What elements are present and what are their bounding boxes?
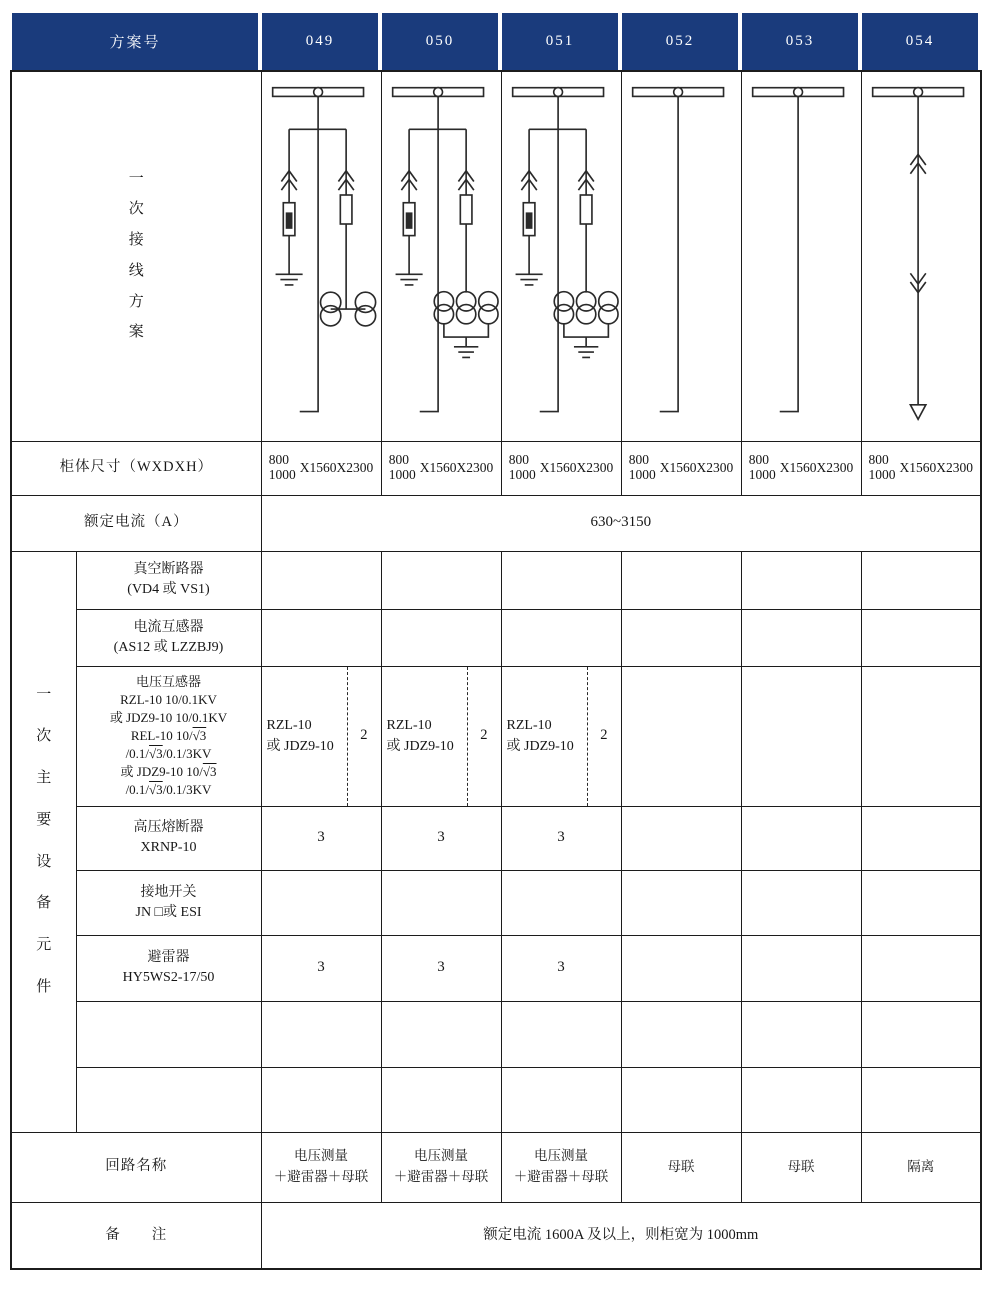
spec-table bbox=[10, 70, 982, 1270]
hv-fuse-value-051: 3 bbox=[501, 806, 621, 870]
earthing-switch-value-050 bbox=[381, 870, 501, 935]
earthing-switch-value-054 bbox=[861, 870, 981, 935]
circuit-name-054: 隔离 bbox=[861, 1132, 981, 1202]
plan-cell-3 bbox=[620, 13, 740, 70]
rated-current-label: 额定电流（A） bbox=[11, 495, 261, 551]
circuit-name-row bbox=[11, 1132, 981, 1202]
voltage-transformer-qty-049: 2 bbox=[360, 727, 368, 744]
surge-arrester-value-050: 3 bbox=[381, 935, 501, 1001]
current-transformer-label: 电流互感器 (AS12 或 LZZBJ9) bbox=[76, 609, 261, 666]
remark-row bbox=[11, 1202, 981, 1269]
diagram-051 bbox=[501, 71, 621, 441]
spare-1-value-051 bbox=[501, 1001, 621, 1067]
spare-2-value-053 bbox=[741, 1067, 861, 1132]
current-transformer-value-052 bbox=[621, 609, 741, 666]
plan-cell-1 bbox=[380, 13, 500, 70]
voltage-transformer-value-049: RZL-10 或 JDZ9-10 2 bbox=[261, 666, 381, 806]
cabinet-size-052: 800 1000 X1560X2300 bbox=[621, 441, 741, 495]
cabinet-size-row bbox=[11, 441, 981, 495]
spare-1-value-050 bbox=[381, 1001, 501, 1067]
spare-2-value-052 bbox=[621, 1067, 741, 1132]
voltage-transformer-value-051: RZL-10 或 JDZ9-10 2 bbox=[501, 666, 621, 806]
voltage-transformer-qty-051: 2 bbox=[600, 727, 608, 744]
spare-2-value-051 bbox=[501, 1067, 621, 1132]
earthing-switch-value-052 bbox=[621, 870, 741, 935]
spare-2-value-050 bbox=[381, 1067, 501, 1132]
one-line-diagram-pt3 bbox=[503, 75, 619, 431]
earthing-switch-value-053 bbox=[741, 870, 861, 935]
voltage-transformer-label: 电压互感器 RZL-10 10/0.1KV 或 JDZ9-10 10/0.1KV REL-10 10/√3 /0.1/√3/0.1/3KV 或 JDZ9-10 10/√3 /0.1/√3/0.1/3KV bbox=[76, 666, 261, 806]
earthing-switch-label: 接地开关 JN □或 ESI bbox=[76, 870, 261, 935]
hv-fuse-value-054 bbox=[861, 806, 981, 870]
plan-052: 052 bbox=[622, 13, 738, 70]
earthing-switch-row bbox=[11, 870, 981, 935]
spare-1-row bbox=[11, 1001, 981, 1067]
voltage-transformer-row bbox=[11, 666, 981, 806]
vacuum-circuit-breaker-value-054 bbox=[861, 551, 981, 609]
plan-053: 053 bbox=[742, 13, 858, 70]
surge-arrester-value-053 bbox=[741, 935, 861, 1001]
plan-050: 050 bbox=[382, 13, 498, 70]
wiring-scheme-label bbox=[11, 71, 261, 441]
diagram-053 bbox=[741, 71, 861, 441]
circuit-name-049: 电压测量 ＋避雷器＋母联 bbox=[261, 1132, 381, 1202]
spare-1-label bbox=[76, 1001, 261, 1067]
voltage-transformer-value-054 bbox=[861, 666, 981, 806]
plan-051: 051 bbox=[502, 13, 618, 70]
circuit-name-053: 母联 bbox=[741, 1132, 861, 1202]
cabinet-size-054: 800 1000 X1560X2300 bbox=[861, 441, 981, 495]
one-line-diagram-plain bbox=[623, 75, 739, 431]
one-line-diagram-pt3 bbox=[383, 75, 499, 431]
one-line-diagram-isolator bbox=[863, 75, 979, 431]
current-transformer-value-054 bbox=[861, 609, 981, 666]
spare-1-value-053 bbox=[741, 1001, 861, 1067]
diagram-049 bbox=[261, 71, 381, 441]
vacuum-circuit-breaker-value-052 bbox=[621, 551, 741, 609]
surge-arrester-value-052 bbox=[621, 935, 741, 1001]
wiring-scheme-label-text: 一 次 接 线 方 案 bbox=[128, 170, 144, 341]
remark-label: 备 注 bbox=[11, 1202, 261, 1269]
spare-1-value-054 bbox=[861, 1001, 981, 1067]
spare-2-value-054 bbox=[861, 1067, 981, 1132]
current-transformer-value-050 bbox=[381, 609, 501, 666]
current-transformer-value-049 bbox=[261, 609, 381, 666]
cabinet-size-053: 800 1000 X1560X2300 bbox=[741, 441, 861, 495]
current-transformer-row bbox=[11, 609, 981, 666]
voltage-transformer-qty-050: 2 bbox=[480, 727, 488, 744]
cabinet-size-050: 800 1000 X1560X2300 bbox=[381, 441, 501, 495]
vacuum-circuit-breaker-value-050 bbox=[381, 551, 501, 609]
spare-2-row bbox=[11, 1067, 981, 1132]
hv-fuse-value-053 bbox=[741, 806, 861, 870]
circuit-name-050: 电压测量 ＋避雷器＋母联 bbox=[381, 1132, 501, 1202]
plan-cell-5 bbox=[860, 13, 980, 70]
circuit-name-051: 电压测量 ＋避雷器＋母联 bbox=[501, 1132, 621, 1202]
spare-2-value-049 bbox=[261, 1067, 381, 1132]
hv-fuse-value-049: 3 bbox=[261, 806, 381, 870]
hv-fuse-value-050: 3 bbox=[381, 806, 501, 870]
spare-2-label bbox=[76, 1067, 261, 1132]
plan-cell-4 bbox=[740, 13, 860, 70]
surge-arrester-label: 避雷器 HY5WS2-17/50 bbox=[76, 935, 261, 1001]
vacuum-circuit-breaker-value-051 bbox=[501, 551, 621, 609]
hv-fuse-row bbox=[11, 806, 981, 870]
plan-cell-0 bbox=[260, 13, 380, 70]
surge-arrester-value-051: 3 bbox=[501, 935, 621, 1001]
equipment-group-label bbox=[11, 551, 76, 1132]
voltage-transformer-value-053 bbox=[741, 666, 861, 806]
diagram-054 bbox=[861, 71, 981, 441]
remark-value: 额定电流 1600A 及以上，则柜宽为 1000mm bbox=[261, 1202, 981, 1269]
rated-current-value: 630~3150 bbox=[261, 495, 981, 551]
surge-arrester-row bbox=[11, 935, 981, 1001]
plan-054: 054 bbox=[862, 13, 978, 70]
circuit-name-label: 回路名称 bbox=[11, 1132, 261, 1202]
one-line-diagram-pt2 bbox=[263, 75, 379, 431]
spare-1-value-052 bbox=[621, 1001, 741, 1067]
spare-1-value-049 bbox=[261, 1001, 381, 1067]
surge-arrester-value-054 bbox=[861, 935, 981, 1001]
current-transformer-value-051 bbox=[501, 609, 621, 666]
vacuum-circuit-breaker-label: 真空断路器 (VD4 或 VS1) bbox=[76, 551, 261, 609]
surge-arrester-value-049: 3 bbox=[261, 935, 381, 1001]
equipment-group-label-text: 一 次 主 要 设 备 元 件 bbox=[36, 686, 52, 995]
hv-fuse-label: 高压熔断器 XRNP-10 bbox=[76, 806, 261, 870]
plan-049: 049 bbox=[262, 13, 378, 70]
cabinet-size-label: 柜体尺寸（WXDXH） bbox=[11, 441, 261, 495]
plan-label-cell bbox=[10, 13, 260, 70]
table-header bbox=[10, 13, 980, 70]
vacuum-circuit-breaker-row bbox=[11, 551, 981, 609]
one-line-diagram-plain bbox=[743, 75, 859, 431]
rated-current-row bbox=[11, 495, 981, 551]
diagram-050 bbox=[381, 71, 501, 441]
hv-fuse-value-052 bbox=[621, 806, 741, 870]
current-transformer-value-053 bbox=[741, 609, 861, 666]
earthing-switch-value-051 bbox=[501, 870, 621, 935]
vacuum-circuit-breaker-value-053 bbox=[741, 551, 861, 609]
plan-number-label: 方案号 bbox=[12, 13, 258, 70]
wiring-scheme-row bbox=[11, 71, 981, 441]
diagram-052 bbox=[621, 71, 741, 441]
plan-cell-2 bbox=[500, 13, 620, 70]
voltage-transformer-value-050: RZL-10 或 JDZ9-10 2 bbox=[381, 666, 501, 806]
cabinet-size-049: 800 1000 X1560X2300 bbox=[261, 441, 381, 495]
earthing-switch-value-049 bbox=[261, 870, 381, 935]
voltage-transformer-value-052 bbox=[621, 666, 741, 806]
circuit-name-052: 母联 bbox=[621, 1132, 741, 1202]
cabinet-size-051: 800 1000 X1560X2300 bbox=[501, 441, 621, 495]
vacuum-circuit-breaker-value-049 bbox=[261, 551, 381, 609]
